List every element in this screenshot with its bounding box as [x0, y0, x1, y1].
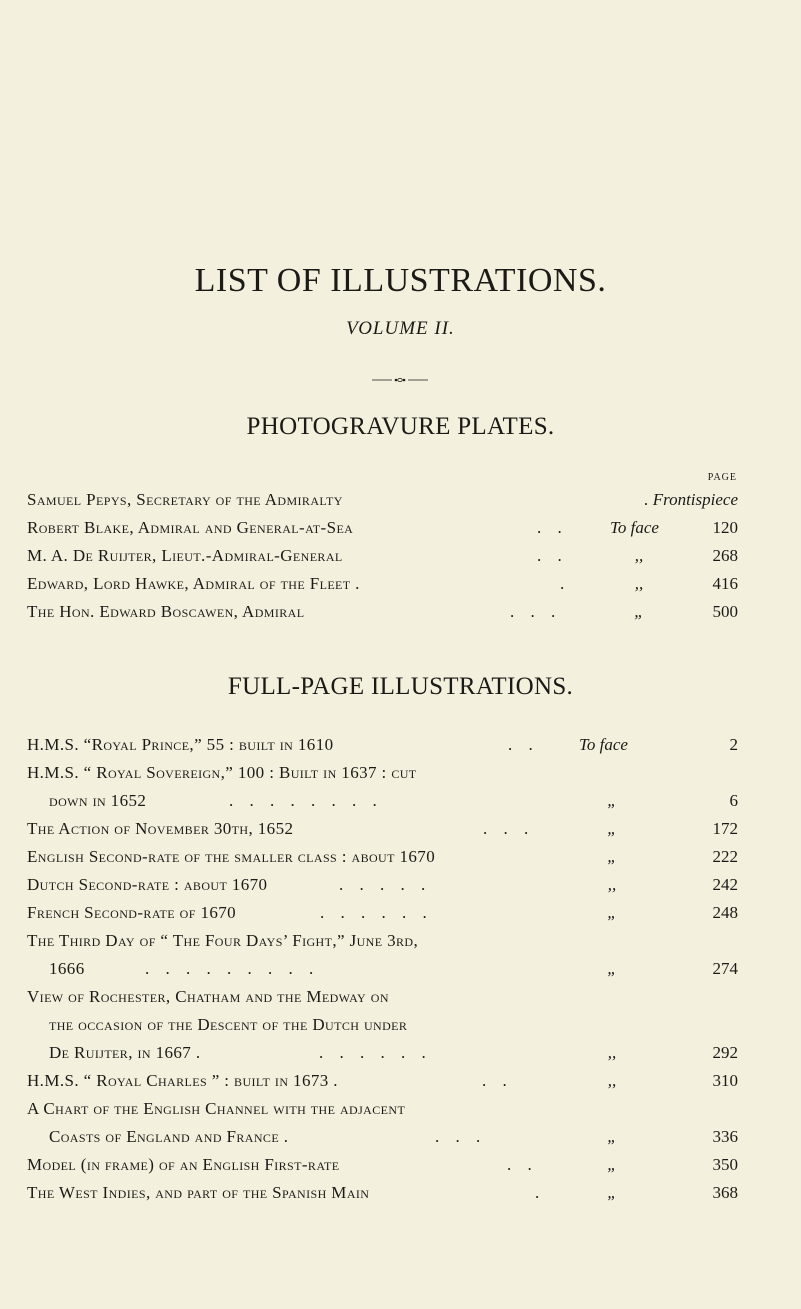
item-page: 292: [712, 1043, 738, 1062]
list-item: [27, 571, 738, 597]
leader-dots: . . . . . .: [319, 1043, 432, 1062]
leader-dots: .: [535, 1183, 546, 1202]
list-item: [27, 984, 738, 1010]
item-title: The Hon. Edward Boscawen, Admiral: [27, 602, 305, 621]
leader-dots: . .: [508, 735, 539, 754]
leader-dots: . . .: [510, 602, 562, 621]
ditto-mark: „: [607, 1155, 617, 1174]
item-page: 310: [712, 1071, 738, 1090]
ditto-mark: ,,: [607, 875, 617, 894]
item-page: 368: [712, 1183, 738, 1202]
volume-label: VOLUME II.: [346, 318, 455, 339]
item-title: A Chart of the English Channel with the adjacent: [27, 1099, 406, 1118]
item-page: 6: [729, 791, 738, 810]
list-item-continuation: [27, 1124, 738, 1150]
item-title: H.M.S. “ Royal Sovereign,” 100 : Built in 1637 : cut: [27, 763, 417, 782]
list-item: [27, 599, 738, 625]
leader-dots: . .: [537, 546, 568, 565]
list-item: [27, 515, 738, 541]
item-title: The West Indies, and part of the Spanish Main: [27, 1183, 370, 1202]
list-item-continuation: [27, 956, 738, 982]
item-title: Dutch Second-rate : about 1670: [27, 875, 268, 894]
page-title: LIST OF ILLUSTRATIONS.: [194, 262, 607, 299]
item-page: 222: [712, 847, 738, 866]
item-title: The Third Day of “ The Four Days’ Fight,” June 3rd,: [27, 931, 419, 950]
ditto-mark: ,,: [607, 1043, 617, 1062]
leader-dots: . . . . .: [339, 875, 432, 894]
list-item: [27, 900, 738, 926]
page-column-header: PAGE: [707, 472, 737, 483]
item-title-continued: 1666: [49, 959, 85, 978]
list-item-continuation: [27, 1040, 738, 1066]
item-title: Robert Blake, Admiral and General-at-Sea: [27, 518, 354, 537]
item-page: 248: [712, 903, 738, 922]
list-item: [27, 1096, 738, 1122]
item-title: French Second-rate of 1670: [27, 903, 237, 922]
leader-dots: . . .: [483, 819, 535, 838]
ditto-mark: „: [607, 819, 617, 838]
leader-dots: . . . . . .: [320, 903, 433, 922]
item-title-continued: De Ruijter, in 1667 .: [49, 1043, 201, 1062]
leader-dots: . . . . . . . .: [229, 791, 383, 810]
item-title: English Second-rate of the smaller class : about 1670: [27, 847, 436, 866]
list-item: [27, 1068, 738, 1094]
item-page: 172: [712, 819, 738, 838]
item-ref: To face: [610, 518, 659, 537]
ditto-mark: „: [607, 903, 617, 922]
item-title-continued: down in 1652: [49, 791, 147, 810]
item-page: 500: [712, 602, 738, 621]
leader-dots: . .: [537, 518, 568, 537]
ditto-mark: „: [607, 847, 617, 866]
item-ref: . Frontispiece: [644, 490, 738, 509]
list-item: [27, 732, 738, 758]
list-item: [27, 760, 738, 786]
ditto-mark: ,,: [634, 546, 644, 565]
list-item: [27, 1180, 738, 1206]
ornament-divider-icon: [370, 377, 430, 383]
item-page: 274: [712, 959, 738, 978]
leader-dots: . .: [507, 1155, 538, 1174]
ditto-mark: „: [607, 1127, 617, 1146]
list-item: [27, 1152, 738, 1178]
leader-dots: . . .: [435, 1127, 487, 1146]
item-ref: To face: [579, 735, 628, 754]
item-title-continued: Coasts of England and France .: [49, 1127, 289, 1146]
item-title-continued: the occasion of the Descent of the Dutch under: [49, 1015, 408, 1034]
list-item-continuation: [27, 788, 738, 814]
item-title: Samuel Pepys, Secretary of the Admiralty: [27, 490, 343, 509]
item-title: Model (in frame) of an English First-rate: [27, 1155, 340, 1174]
item-title: Edward, Lord Hawke, Admiral of the Fleet .: [27, 574, 360, 593]
list-item: [27, 816, 738, 842]
fullpage-section-title: FULL-PAGE ILLUSTRATIONS.: [227, 673, 574, 700]
item-page: 350: [712, 1155, 738, 1174]
item-page: 268: [712, 546, 738, 565]
ditto-mark: ,,: [634, 574, 644, 593]
list-item: [27, 844, 738, 870]
leader-dots: .: [560, 574, 571, 593]
list-item-continuation: [27, 1012, 738, 1038]
leader-dots: . .: [482, 1071, 513, 1090]
list-item: [27, 928, 738, 954]
ditto-mark: „: [634, 602, 644, 621]
leader-dots: . . . . . . . . .: [145, 959, 320, 978]
ditto-mark: „: [607, 1183, 617, 1202]
ditto-mark: „: [607, 959, 617, 978]
item-page: 336: [712, 1127, 738, 1146]
list-item: [27, 872, 738, 898]
item-page: 416: [712, 574, 738, 593]
item-page: 2: [729, 735, 738, 754]
item-page: 120: [712, 518, 738, 537]
ditto-mark: „: [607, 791, 617, 810]
item-title: M. A. De Ruijter, Lieut.-Admiral-General: [27, 546, 343, 565]
item-title: View of Rochester, Chatham and the Medway on: [27, 987, 389, 1006]
item-title: The Action of November 30th, 1652: [27, 819, 294, 838]
list-item: [27, 487, 738, 513]
item-page: 242: [712, 875, 738, 894]
item-title: H.M.S. “ Royal Charles ” : built in 1673 .: [27, 1071, 338, 1090]
photogravure-section-title: PHOTOGRAVURE PLATES.: [246, 413, 555, 440]
list-item: [27, 543, 738, 569]
item-title: H.M.S. “Royal Prince,” 55 : built in 1610: [27, 735, 334, 754]
ditto-mark: ,,: [607, 1071, 617, 1090]
